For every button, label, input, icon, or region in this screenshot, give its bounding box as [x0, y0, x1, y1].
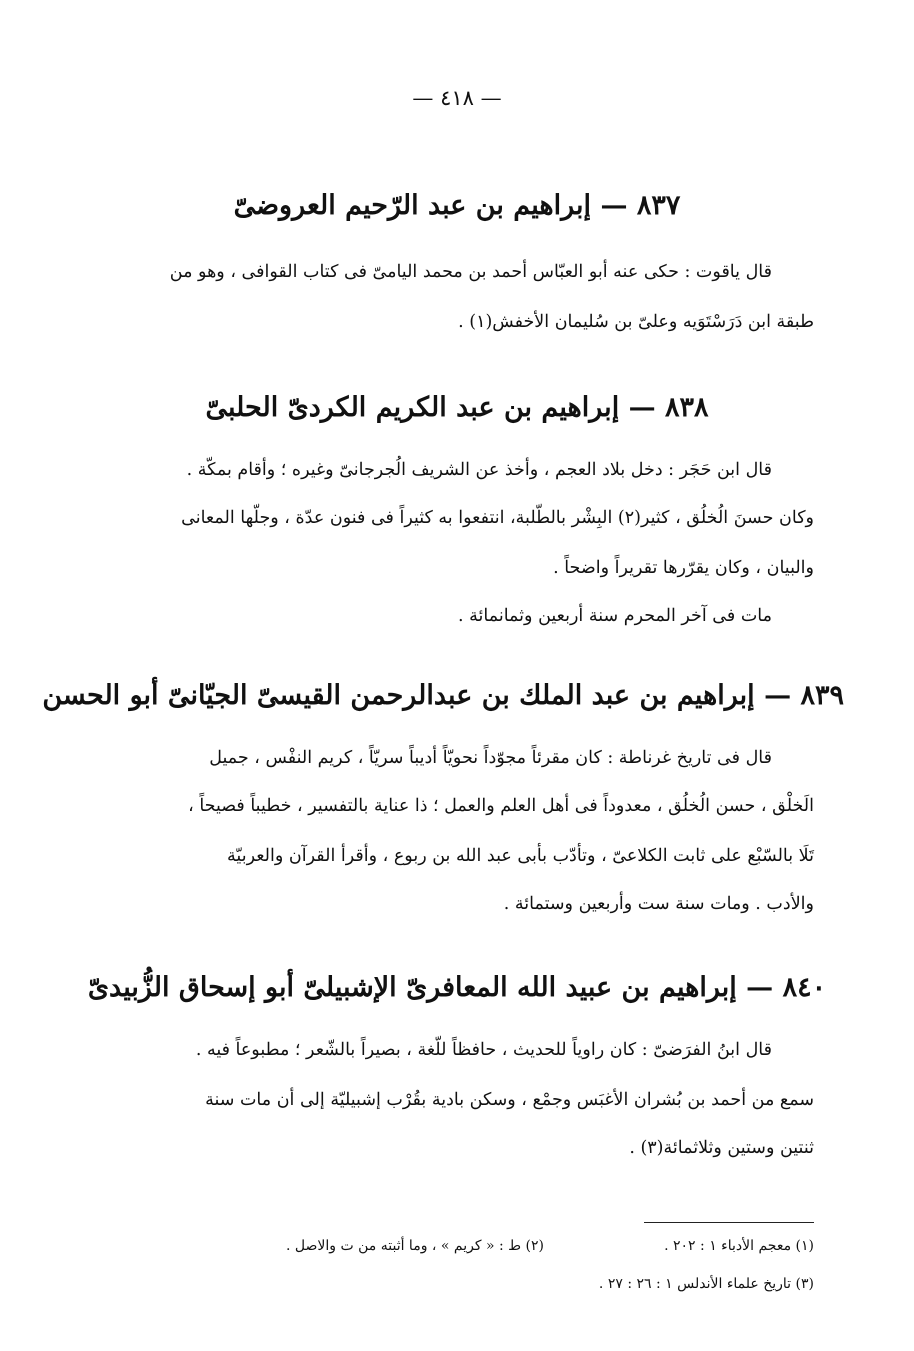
entry-839-line-2: الَخلْق ، حسن الُخلُق ، معدوداً فى أهل العلم والعمل ؛ ذا عناية بالتفسير ، خطيباً فصيحاً ،	[188, 796, 814, 816]
footnote-1: (١) معجم الأدباء ١ : ٢٠٢ .	[664, 1238, 814, 1254]
entry-838-line-1: قال ابن حَجَر : دخل بلاد العجم ، وأخذ عن الشريف الُجرجانىّ وغيره ؛ وأقام بمكّة .	[186, 460, 772, 480]
entry-839-line-4: والأدب . ومات سنة ست وأربعين وستمائة .	[503, 894, 814, 914]
entry-838-line-4: مات فى آخر المحرم سنة أربعين وثمانمائة .	[458, 606, 772, 626]
entry-837-line-2: طبقة ابن دَرَسْتَوَيه وعلىّ بن سُليمان الأخفش(١) .	[458, 312, 814, 332]
footnote-3: (٣) تاريخ علماء الأندلس ١ : ٢٦ : ٢٧ .	[598, 1276, 814, 1292]
entry-838-line-2: وكان حسنَ الُخلُق ، كثير(٢) البِشْر بالطّلبة، انتفعوا به كثيراً فى فنون عدّة ، وجلّها المعانى	[181, 508, 814, 528]
entry-839-line-1: قال فى تاريخ غرناطة : كان مقرئاً مجوّداً نحويّاً أديباً سريّاً ، كريم النفْس ، جميل	[209, 748, 772, 768]
entry-heading-838: ٨٣٨ — إبراهيم بن عبد الكريم الكردىّ الحلبىّ	[205, 392, 709, 423]
footnote-separator	[644, 1222, 814, 1223]
entry-840-line-2: سمع من أحمد بن بُشران الأغبَس وجمْع ، وسكن بادية بقُرْب إشبيليّة إلى أن مات سنة	[205, 1090, 814, 1110]
entry-838-line-3: والبيان ، وكان يقرّرها تقريراً واضحاً .	[553, 558, 814, 578]
entry-837-line-1: قال ياقوت : حكى عنه أبو العبّاس أحمد بن محمد اليامىّ فى كتاب القوافى ، وهو من	[169, 262, 772, 282]
entry-839-line-3: تَلَا بالسّبْع على ثابت الكلاعىّ ، وتأدّب بأبى عبد الله بن ربوع ، وأقرأ القرآن والعربيّة	[227, 846, 814, 866]
entry-heading-839: ٨٣٩ — إبراهيم بن عبد الملك بن عبدالرحمن القيسىّ الجيّانىّ أبو الحسن	[42, 680, 844, 711]
entry-heading-837: ٨٣٧ — إبراهيم بن عبد الرّحيم العروضىّ	[233, 190, 681, 221]
entry-840-line-3: ثنتين وستين وثلاثمائة(٣) .	[629, 1138, 814, 1158]
entry-heading-840: ٨٤٠ — إبراهيم بن عبيد الله المعافرىّ الإشبيلىّ أبو إسحاق الزُّبيدىّ	[87, 972, 827, 1003]
page-number: — ٤١٨ —	[412, 86, 502, 110]
footnote-2: (٢) ط : « كريم » ، وما أثبته من ت والاصل .	[286, 1238, 544, 1254]
entry-840-line-1: قال ابنُ الفرَضىّ : كان راوياً للحديث ، حافظاً للّغة ، بصيراً بالشّعر ؛ مطبوعاً فيه .	[195, 1040, 772, 1060]
